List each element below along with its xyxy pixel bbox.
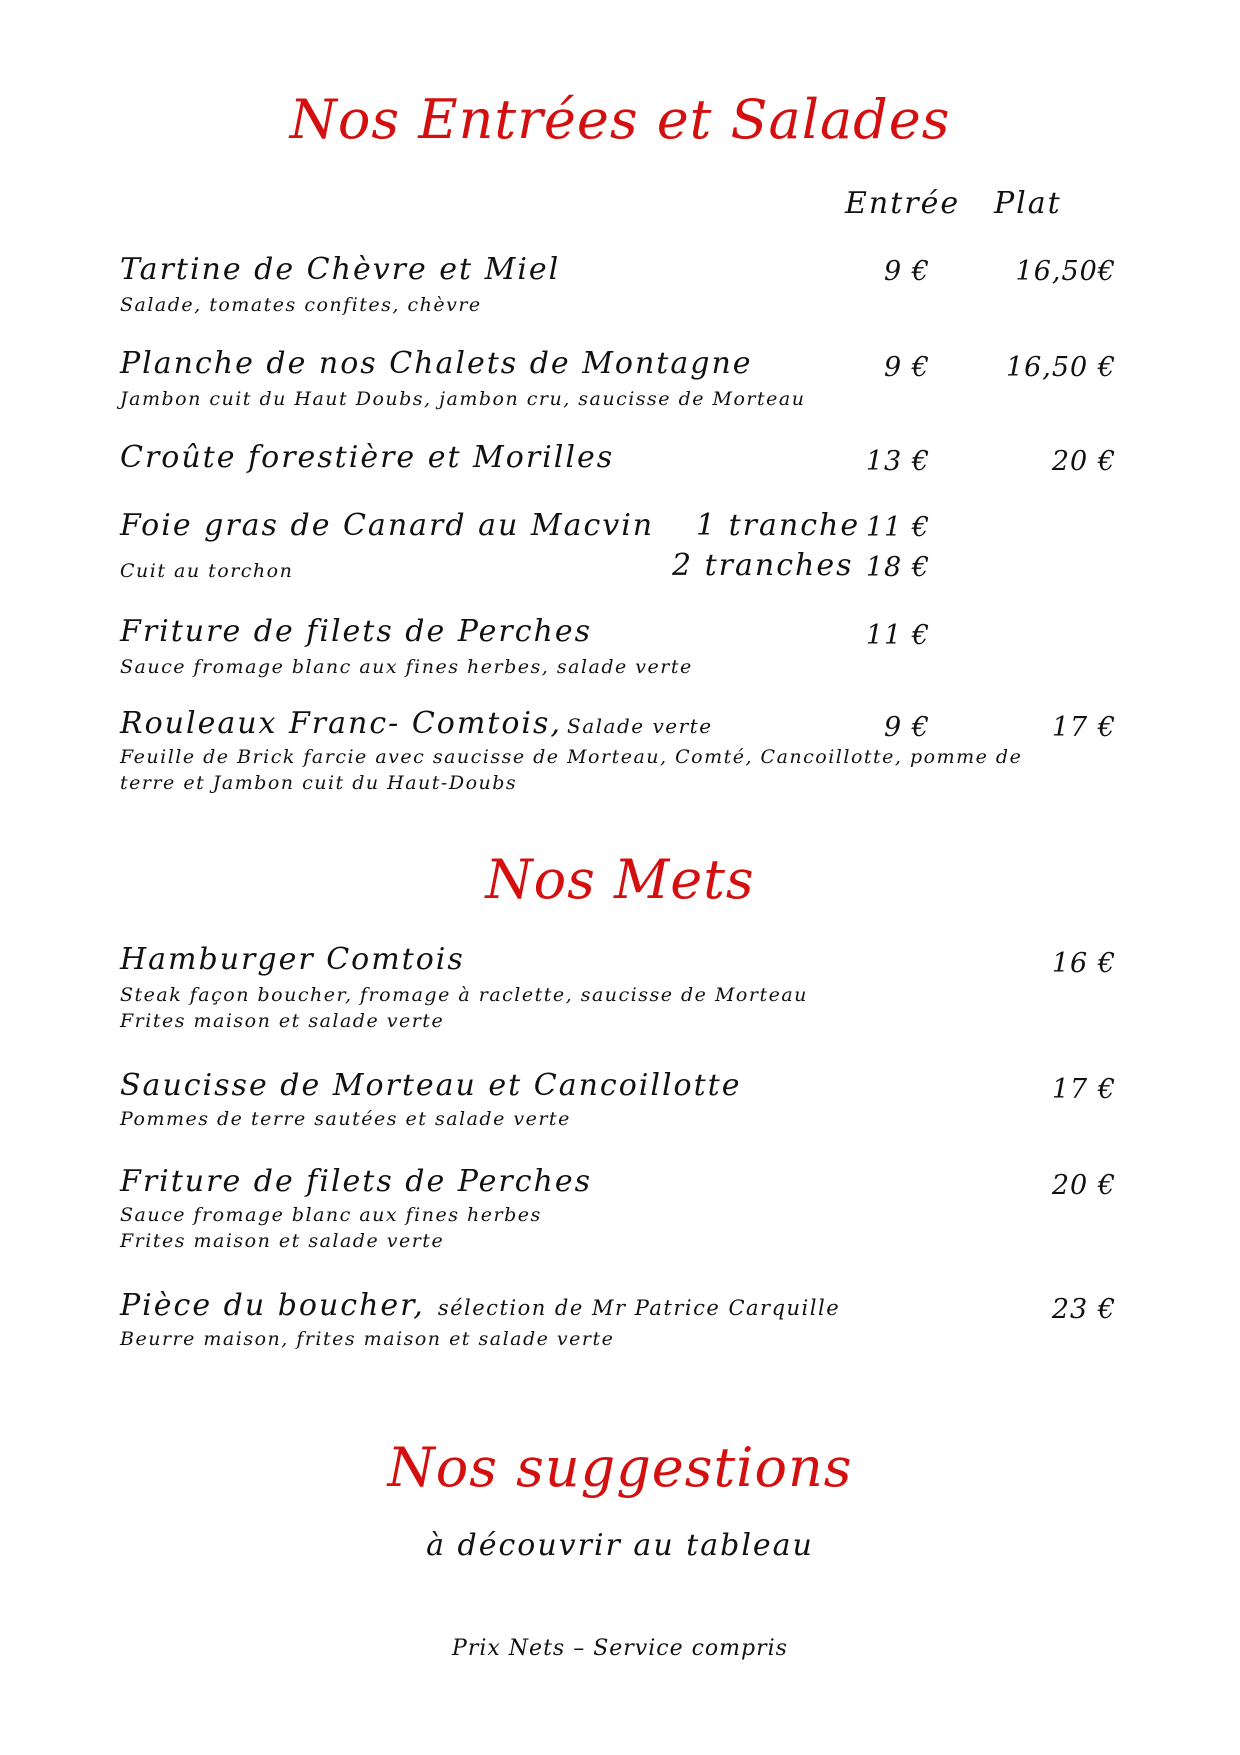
item-name: Hamburger Comtois: [120, 942, 465, 977]
item-name-line: [120, 706, 713, 741]
item-name: Saucisse de Morteau et Cancoillotte: [120, 1068, 742, 1103]
price-plat: 17 €: [1051, 712, 1116, 743]
price-entree: 11 €: [865, 620, 930, 651]
footer-note: Prix Nets – Service compris: [452, 1636, 788, 1661]
suggestions-subtitle: à découvrir au tableau: [426, 1528, 814, 1563]
item-description: Pommes de terre sautées et salade verte: [120, 1108, 571, 1130]
item-price: 23 €: [1051, 1294, 1116, 1325]
item-description: Frites maison et salade verte: [120, 1230, 445, 1252]
item-name: Friture de filets de Perches: [120, 1164, 592, 1199]
price-entree: 9 €: [884, 352, 930, 383]
portion-option: 2 tranches: [672, 548, 854, 583]
item-name: Tartine de Chèvre et Miel: [120, 252, 561, 287]
price-entree: 9 €: [884, 712, 930, 743]
item-description: Beurre maison, frites maison et salade verte: [120, 1328, 615, 1350]
item-price: 20 €: [1051, 1170, 1116, 1201]
item-name: Rouleaux Franc- Comtois,: [120, 706, 562, 741]
column-header-entree: Entrée: [845, 186, 961, 221]
portion-option: 1 tranche: [696, 508, 861, 543]
item-description: terre et Jambon cuit du Haut-Doubs: [120, 772, 518, 794]
item-price: 16 €: [1051, 948, 1116, 979]
item-description: Salade, tomates confites, chèvre: [120, 294, 482, 316]
price-plat: 20 €: [1051, 446, 1116, 477]
item-description: Sauce fromage blanc aux fines herbes: [120, 1204, 542, 1226]
item-name: Croûte forestière et Morilles: [120, 440, 615, 475]
price-plat: 16,50 €: [1005, 352, 1116, 383]
item-description: Cuit au torchon: [120, 560, 294, 582]
item-name-suffix: Salade verte: [567, 714, 713, 738]
section-title-suggestions: Nos suggestions: [387, 1436, 853, 1499]
item-price: 17 €: [1051, 1074, 1116, 1105]
price-plat: 16,50€: [1015, 256, 1116, 287]
price-entree: 9 €: [884, 256, 930, 287]
item-description: Frites maison et salade verte: [120, 1010, 445, 1032]
item-name: Foie gras de Canard au Macvin: [120, 508, 655, 543]
item-description: Feuille de Brick farcie avec saucisse de Morteau, Comté, Cancoillotte, pomme de: [120, 746, 1023, 768]
item-name-line: [120, 1288, 840, 1323]
item-description: Sauce fromage blanc aux fines herbes, salade verte: [120, 656, 693, 678]
price-entree: 13 €: [865, 446, 930, 477]
item-name-suffix: sélection de Mr Patrice Carquille: [437, 1296, 841, 1320]
item-name: Pièce du boucher,: [120, 1288, 425, 1323]
section-title-mets: Nos Mets: [485, 848, 755, 911]
item-description: Steak façon boucher, fromage à raclette, saucisse de Morteau: [120, 984, 808, 1006]
item-name: Planche de nos Chalets de Montagne: [120, 346, 753, 381]
portion-price: 18 €: [865, 552, 930, 583]
item-description: Jambon cuit du Haut Doubs, jambon cru, saucisse de Morteau: [120, 388, 806, 410]
portion-price: 11 €: [865, 512, 930, 543]
item-name: Friture de filets de Perches: [120, 614, 592, 649]
section-title-entrees: Nos Entrées et Salades: [289, 88, 951, 151]
column-header-plat: Plat: [994, 186, 1062, 221]
